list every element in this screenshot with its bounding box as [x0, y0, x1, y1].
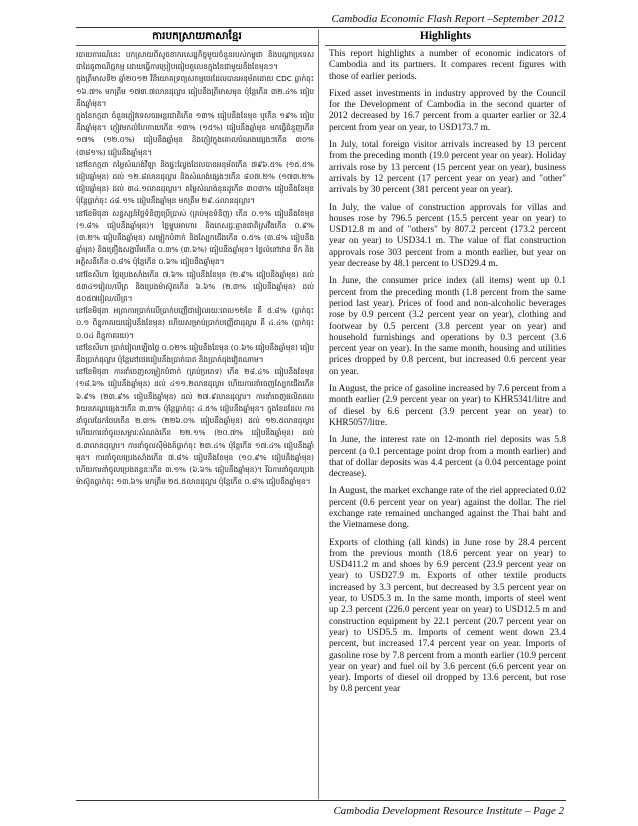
khmer-paragraph: ក្នុងត្រីមាសទី២ ឆ្នាំ២០១២ វិនិយោគទ្រព្យសកម្មថេរដែលបានអនុម័តដោយ CDC ធ្លាក់ចុះ ១៦.៧% មកត្រឹម ១៧៣.៧លានដុល្លារ ធៀបនឹងត្រីមាសមុន ប៉ុន្តែកើន ៣២.៤% ធៀបនឹងឆ្នាំមុន។ — [76, 74, 314, 108]
footer-rule — [76, 800, 566, 801]
khmer-paragraph: របាយការណ៍នេះ បកស្រាយពីសូចនាករសេដ្ឋកិច្ចមួយចំនួនរបស់កម្ពុជា និងបណ្តាប្រទេសជាដៃគូពាណិជ្ជកម្ម ដោយធ្វើការប្រៀបធៀបតួលេខក្នុងខែជាមួយនឹងខែមុនៗ។ — [76, 50, 314, 72]
khmer-paragraph: នៅខែសីហា ថ្លៃប្រេងសាំងកើន ៧.៦% ធៀបនឹងខែមុន (២.៩% ធៀបនឹងឆ្នាំមុន) ដល់ ៥៣៤១រៀល/លីត្រ និងប្រេងម៉ាស៊ូតកើន ៦.៦% (២.៣% ធៀបនឹងឆ្នាំមុន) ដល់ ៥០៥៧រៀល/លីត្រ។ — [76, 269, 314, 304]
khmer-paragraph: នៅខែមិថុនា ការនាំចេញសម្លៀកបំពាក់ (គ្រប់ប្រភេទ) កើន ២៨.៤% ធៀបនឹងខែមុន (១៨.៦% ធៀបនឹងឆ្នាំមុន) ដល់ ៤១១.២លានដុល្លារ ហើយការនាំចេញស្បែកជើងកើន ៦.៩% (២៣.៩% ធៀបនឹងឆ្នាំមុន) ដល់ ២៧.៩លានដុល្លារ។ ការនាំចេញផលិតផលវាយនភណ្ឌផ្សេងៗកើន ៣.៣% ប៉ុន្តែធ្លាក់ចុះ ៤.៥% ធៀបនឹងឆ្នាំមុន។ ក្នុងខែដដែល ការនាំចូលដែកថែបកើន ២.៣% (២២៦.០% ធៀបនឹងឆ្នាំមុន) ដល់ ១២.៥លានដុល្លារ ហើយការនាំចូលសម្ភារៈសំណង់កើន ២២.១% (២០.៧% ធៀបនឹងឆ្នាំមុន) ដល់ ៥.៣លានដុល្លារ។ ការនាំចូលស៊ីម៉ងត៍ធ្លាក់ចុះ ២៣.៤% ប៉ុន្តែកើន ១៧.៤% ធៀបនឹងឆ្នាំមុន។ ការនាំចូលប្រេងសាំងកើន ៧.៨% ធៀបនឹងខែមុន (១០.៩% ធៀបនឹងឆ្នាំមុន) ហើយការនាំចូលប្រេងឥន្ធនៈកើន ៣.១% (៦.៦% ធៀបនឹងឆ្នាំមុន)។ រីឯការនាំចូលប្រេងម៉ាស៊ូតធ្លាក់ចុះ ១៣.៦% មកត្រឹម ២៥.៥លានដុល្លារ ប៉ុន្តែកើន ០.៨% ធៀបនឹងឆ្នាំមុន។ — [76, 367, 314, 487]
page-footer: Cambodia Development Resource Institute – Page 2 — [333, 805, 564, 817]
highlights-paragraph: In June, the consumer price index (all items) went up 0.1 percent from the preceding month (1.8 percent from the same period last year). Prices of food and non-alcoholic beverages rose by 0.9 percent (3.2 percent year on year), clothing and footwear by 0.5 percent (3.8 percent year on year) and household furnishings and operations by 0.3 percent (3.6 percent year on year). In the same month, housing and utilities prices dropped by 0.8 percent, but increased 0.6 percent year on year. — [329, 276, 566, 377]
highlights-paragraph: In August, the market exchange rate of the riel appreciated 0.02 percent (0.6 percent year on year) against the dollar. The riel exchange rate remained unchanged against the Thai baht and the Vietnamese dong. — [329, 486, 566, 531]
highlights-title: Highlights — [325, 29, 566, 46]
khmer-column-title: ការបកស្រាយភាសាខ្មែរ — [76, 29, 318, 46]
highlights-paragraph: In July, total foreign visitor arrivals increased by 13 percent from the preceding month (19.0 percent year on year). Holiday arrivals rose by 13 percent (15 percent year on year), business arrivals by 12 percent (17 percent year on year) and "other" arrivals by 30 percent (381 percent year on year). — [329, 140, 566, 196]
khmer-paragraph: ក្នុងខែកក្កដា ចំនួនភ្ញៀវទេសចរអន្តរជាតិកើន ១៣% ធៀបនឹងខែមុន ឬកើន ១៩% ធៀបនឹងឆ្នាំមុន។ ភ្ញៀវមកលំហែកាយកើន ១៣% (១៥%) ធៀបនឹងឆ្នាំមុន មកធ្វើជំនួញកើន ១៧% (១២.០%) ធៀបនឹងឆ្នាំមុន និងភ្ញៀវក្នុងគោលបំណងផ្សេងៗកើន ៣០% (៣៨១%) ធៀបនឹងឆ្នាំមុន។ — [76, 111, 314, 157]
highlights-paragraph: In July, the value of construction approvals for villas and houses rose by 796.5 percent (15.5 percent year on year) to USD12.8 m and of "others" by 807.2 percent (173.2 percent year on year) to USD34.1 m. The value of flat construction approvals rose 303 percent from a month earlier, but year on year decrease by 48.1 percent to USD29.4 m. — [329, 202, 566, 270]
highlights-paragraph: In June, the interest rate on 12-month riel deposits was 5.8 percent (a 0.1 percentage point drop from a month earlier) and that of dollar deposits was 4.4 percent (a 0.04 percentage point decrease). — [329, 435, 566, 480]
khmer-column — [76, 29, 319, 799]
khmer-paragraph: នៅខែមិថុនា សន្ទស្សន៍ថ្លៃទំនិញប្រើប្រាស់ (គ្រប់មុខទំនិញ) កើន ០.១% ធៀបនឹងខែមុន (១.៨% ធៀបនឹងឆ្នាំមុន)។ ថ្លៃម្ហូបអាហារ និងភេសជ្ជៈគ្មានជាតិស្រវឹងកើន ០.៩% (៣.២% ធៀបនឹងឆ្នាំមុន) សម្លៀកបំពាក់ និងស្បែកជើងកើន ០.៥% (៣.៨% ធៀបនឹងឆ្នាំមុន) និងគ្រឿងសង្ហារឹមកើន ០.៣% (៣.៦%) ធៀបនឹងឆ្នាំមុន។ ថ្លៃលំនៅឋាន ទឹក និងអគ្គិសនីកើន ០.៨% ប៉ុន្តែកើន ០.៦% ធៀបនឹងឆ្នាំមុន។ — [76, 208, 314, 267]
highlights-paragraph: Fixed asset investments in industry approved by the Council for the Development of Cambodia in the second quarter of 2012 decreased by 16.7 percent from a quarter earlier or 32.4 percent from year on year, to USD173.7 m. — [329, 88, 566, 133]
highlights-paragraph: Exports of clothing (all kinds) in June rose by 28.4 percent from the previous month (18.6 percent year on year) to USD411.2 m and shoes by 6.9 percent (23.9 percent year on year) to USD27.9 m. Exports of other textile products increased by 3.3 percent, but decreased by 3.5 percent year on year, to USD5.3 m. In the same month, imports of steel went up 2.3 percent (226.0 percent year on year) to USD12.5 m and construction equipment by 22.1 percent (20.7 percent year on year) to USD5.5 m. Imports of cement went down 23.4 percent, but increased 17.4 percent year on year. Imports of gasoline rose by 7.8 percent from a month earlier (10.9 percent year on year) and fuel oil by 3.6 percent (6.6 percent year on year). Imports of diesel oil dropped by 13.6 percent, but rose by 0.8 percent year — [329, 537, 566, 695]
highlights-paragraph: In August, the price of gasoline increased by 7.6 percent from a month earlier (2.9 percent year on year) to KHR5341/litre and of diesel by 6.6 percent (3.9 percent year on year) to KHR5057/litre. — [329, 384, 566, 428]
khmer-paragraph: នៅខែកក្កដា តម្លៃសំណង់វីឡា និងផ្ទះល្វែងដែលបានអនុម័តកើន ៧៩៦.៥% (១៥.៥% ធៀបឆ្នាំមុន) ដល់ ១២.៨លានដុល្លារ និងសំណង់ផ្សេងៗកើន ៨០៧.២% (១៧៣.២% ធៀបឆ្នាំមុន) ដល់ ៣៤.១លានដុល្លារ។ តម្លៃសំណង់ខុនដូកើន ៣០៣% ធៀបនឹងខែមុន ប៉ុន្តែធ្លាក់ចុះ ៤៨.១% ធៀបនឹងឆ្នាំមុន មកត្រឹម ២៩.៤លានដុល្លារ។ — [76, 159, 314, 206]
khmer-paragraph: នៅខែមិថុនា អត្រាការប្រាក់លើប្រាក់បញ្ញើជារៀលរយៈពេល១២ខែ គឺ ៥.៨% (ធ្លាក់ចុះ ០.១ ពិន្ទុភាគរយធៀបនឹងខែមុន) ហើយសម្រាប់ប្រាក់បញ្ញើជាដុល្លារ គឺ ៤.៤% (ធ្លាក់ចុះ ០.០៤ ពិន្ទុភាគរយ)។ — [76, 306, 314, 340]
khmer-paragraph: នៅខែសីហា ប្រាក់រៀលឡើងថ្លៃ ០.០២% ធៀបនឹងខែមុន (០.៦% ធៀបនឹងឆ្នាំមុន) ធៀបនឹងប្រាក់ដុល្លារ ប៉ុន្តែនៅថេរធៀបនឹងប្រាក់បាត និងប្រាក់ដុងវៀតណាម។ — [76, 342, 314, 365]
header-rule — [76, 27, 566, 28]
english-column — [325, 29, 566, 799]
running-header: Cambodia Economic Flash Report –September 2012 — [331, 13, 564, 25]
highlights-paragraph: This report highlights a number of economic indicators of Cambodia and its partners. It compares recent figures with those of earlier periods. — [329, 49, 566, 82]
